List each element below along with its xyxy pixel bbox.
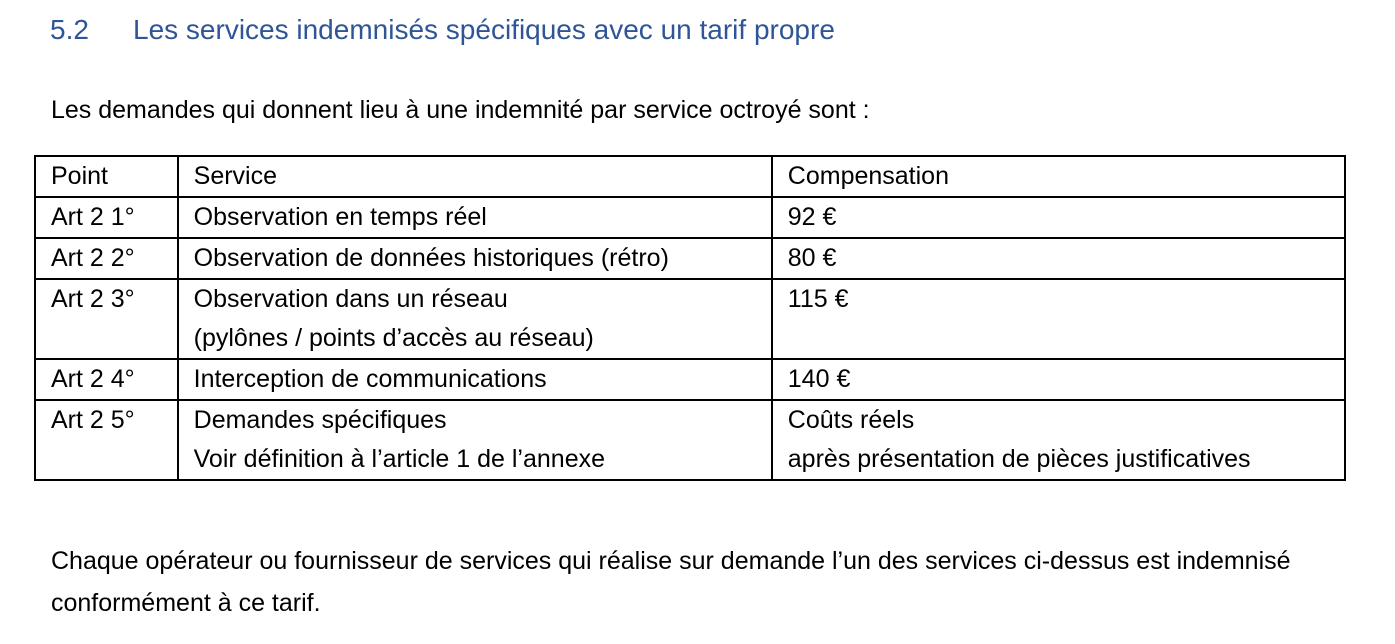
- service-line: Observation en temps réel: [193, 203, 487, 231]
- table-row: [35, 197, 1345, 238]
- section-title: Les services indemnisés spécifiques avec un tarif propre: [133, 14, 835, 45]
- cell-service: [178, 279, 772, 359]
- table-row: [35, 279, 1345, 359]
- service-line: Voir définition à l’article 1 de l’annexe: [193, 445, 606, 473]
- cell-point: Art 2 5°: [35, 400, 178, 480]
- cell-compensation: [772, 359, 1345, 400]
- service-line: Interception de communications: [193, 365, 547, 393]
- compensation-line: 80 €: [787, 244, 837, 272]
- closing-paragraph: Chaque opérateur ou fournisseur de services qui réalise sur demande l’un des services ci-dessus est indemnisé conformément à ce tarif.: [51, 547, 1291, 617]
- cell-compensation: [772, 238, 1345, 279]
- cell-service: [178, 238, 772, 279]
- header-point: Point: [35, 156, 178, 197]
- section-heading: [50, 10, 835, 50]
- service-line: Observation dans un réseau: [193, 285, 508, 313]
- cell-service: [178, 400, 772, 480]
- header-compensation: Compensation: [772, 156, 1345, 197]
- cell-compensation: [772, 400, 1345, 480]
- cell-point: Art 2 1°: [35, 197, 178, 238]
- cell-service: [178, 359, 772, 400]
- cell-compensation: [772, 197, 1345, 238]
- section-number: 5.2: [50, 14, 89, 45]
- compensation-line: après présentation de pièces justificatives: [787, 445, 1251, 473]
- cell-service: [178, 197, 772, 238]
- service-line: (pylônes / points d’accès au réseau): [193, 324, 594, 352]
- cell-point: Art 2 3°: [35, 279, 178, 359]
- tariff-table: [34, 155, 1346, 481]
- compensation-line: 140 €: [787, 365, 851, 393]
- compensation-line: 115 €: [787, 285, 849, 313]
- table-header-row: [35, 156, 1345, 197]
- table-row: [35, 238, 1345, 279]
- service-line: Observation de données historiques (rétro): [193, 244, 669, 272]
- service-line: Demandes spécifiques: [193, 406, 447, 434]
- compensation-line: Coûts réels: [787, 406, 915, 434]
- table-row: [35, 359, 1345, 400]
- cell-point: Art 2 4°: [35, 359, 178, 400]
- cell-compensation: [772, 279, 1345, 359]
- compensation-line: 92 €: [787, 203, 837, 231]
- header-service: Service: [178, 156, 772, 197]
- cell-point: Art 2 2°: [35, 238, 178, 279]
- intro-paragraph: Les demandes qui donnent lieu à une indemnité par service octroyé sont :: [51, 96, 870, 124]
- table-row: [35, 400, 1345, 480]
